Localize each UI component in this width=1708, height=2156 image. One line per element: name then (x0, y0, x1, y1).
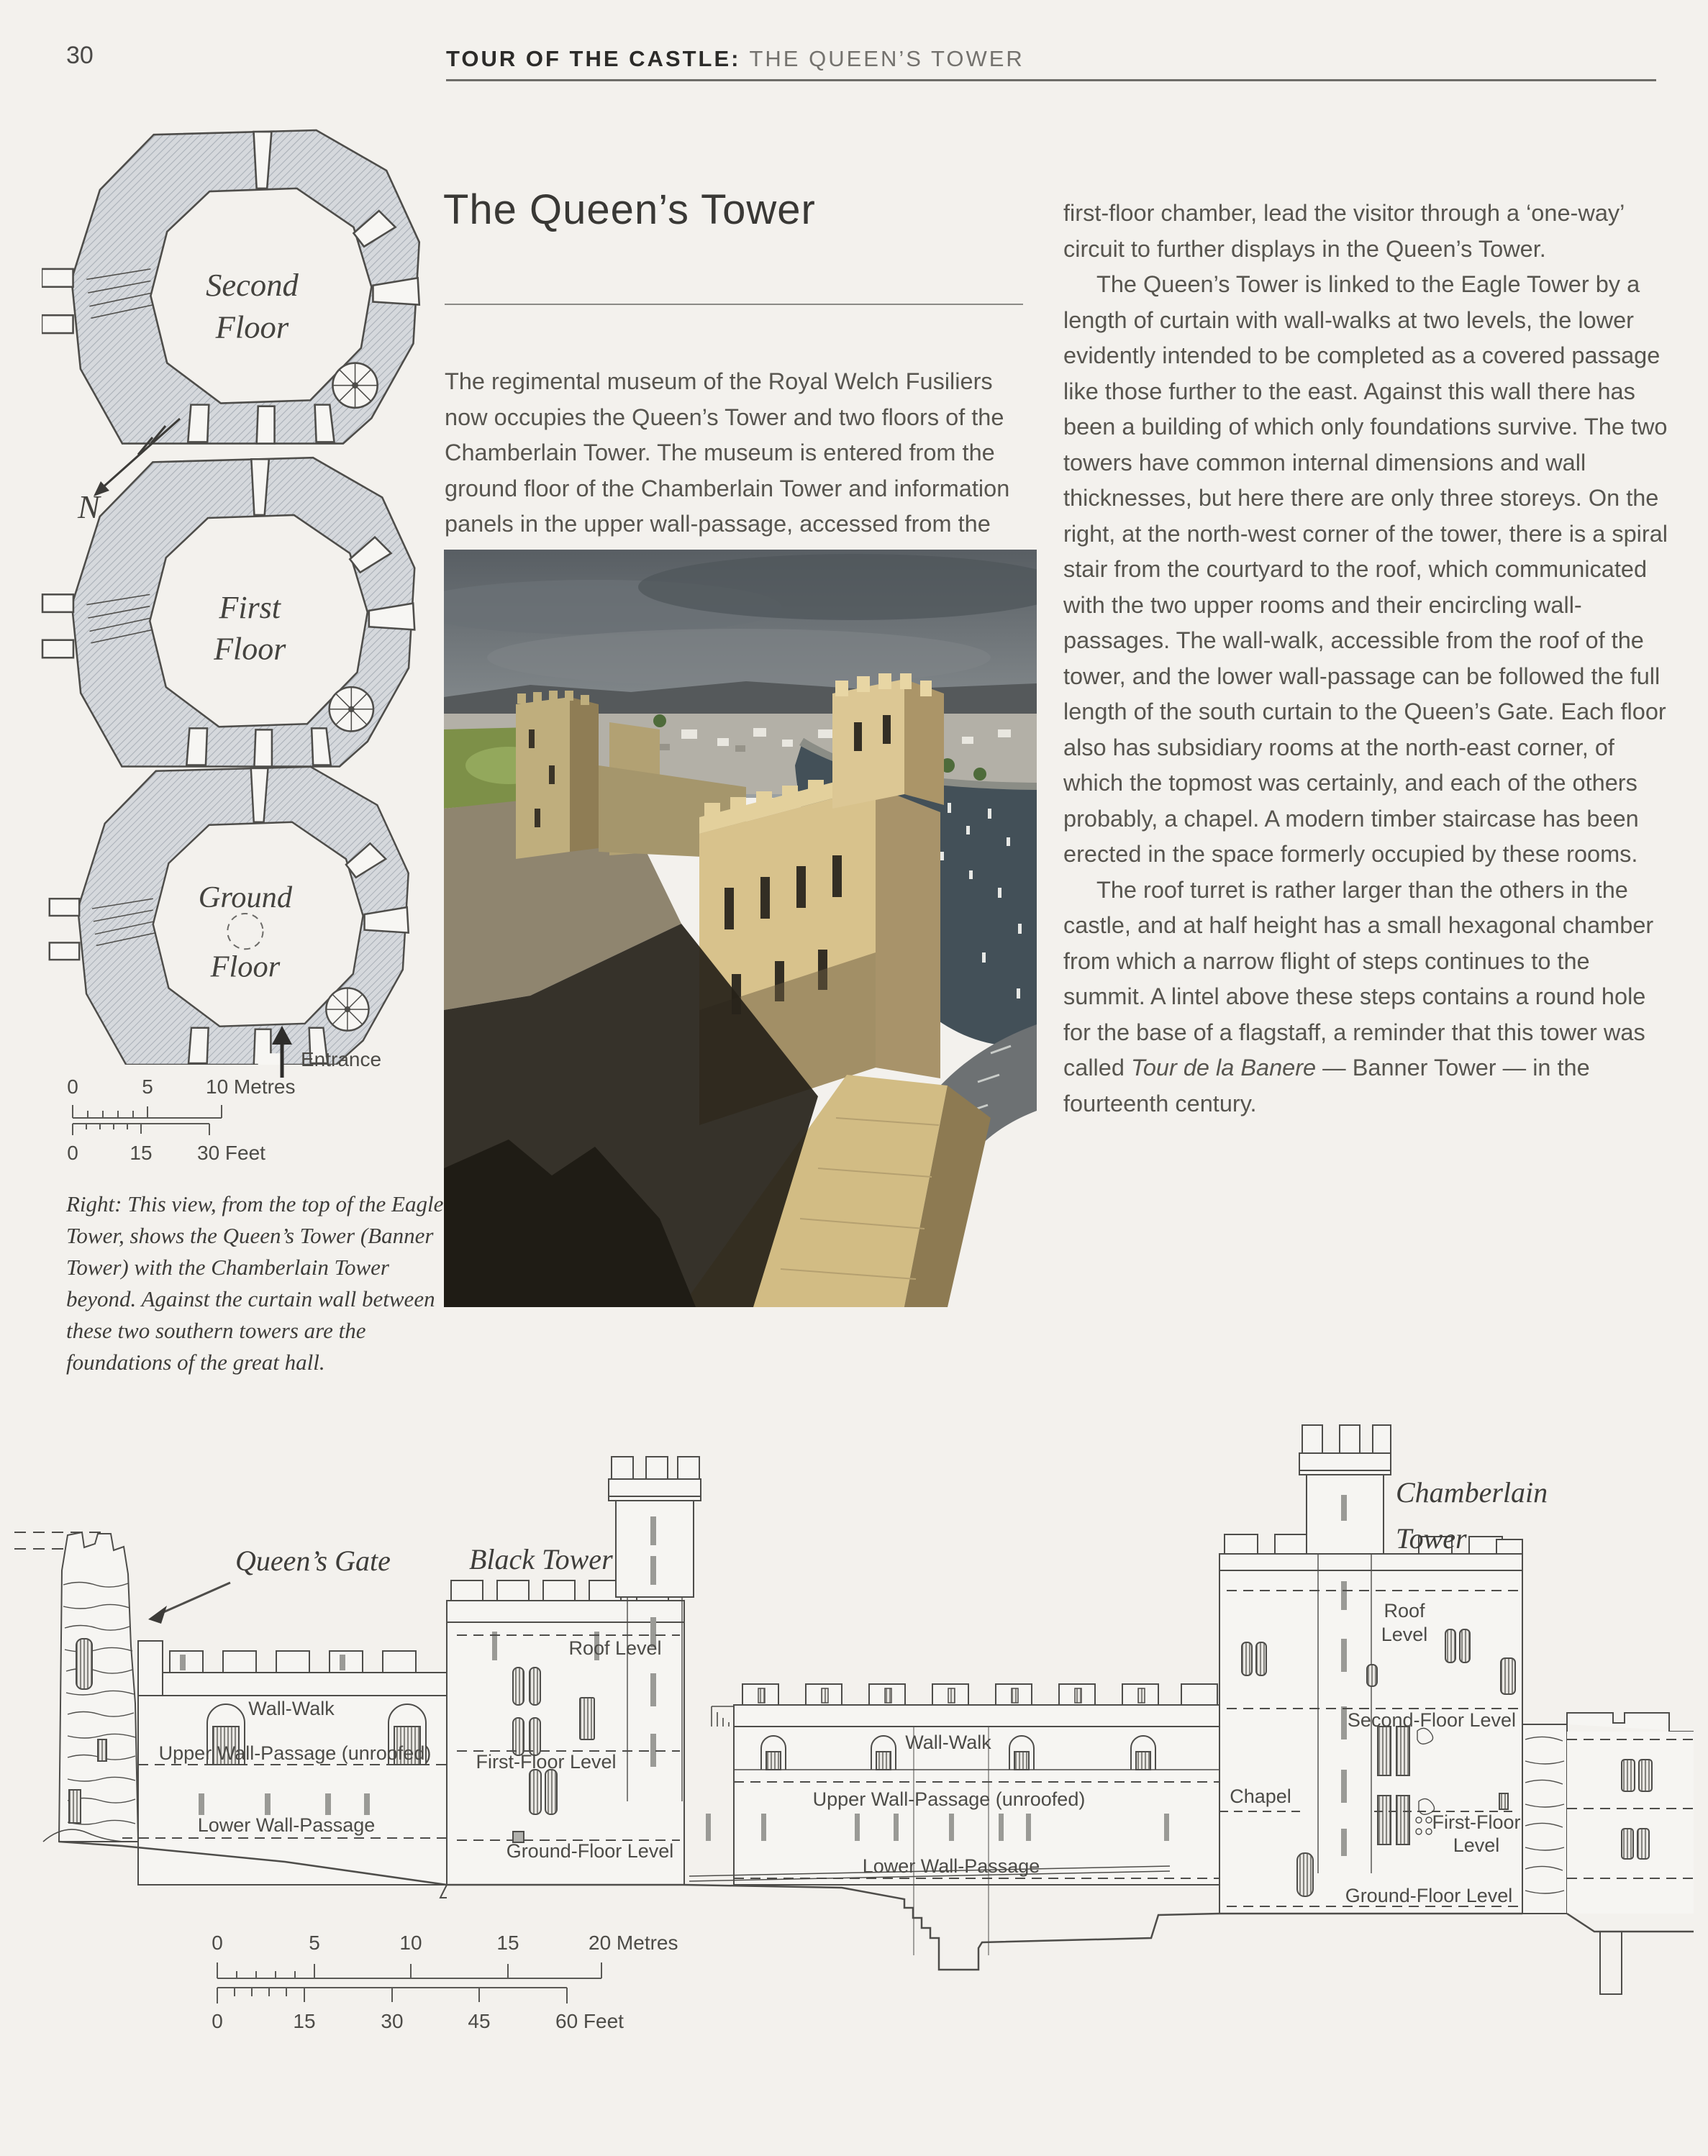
elev-scale-m20: 20 Metres (589, 1932, 678, 1954)
col2-paragraph-1: first-floor chamber, lead the visitor through a ‘one-way’ circuit to further displays in the Queen’s Tower. (1063, 200, 1625, 262)
elev-scale-f15: 15 (293, 2010, 316, 2032)
cham-first-floor-label-1: First-Floor (1432, 1811, 1521, 1833)
black-roof-level-label: Roof Level (568, 1637, 662, 1659)
mid-lower-passage-label: Lower Wall-Passage (862, 1855, 1040, 1877)
left-upper-passage-label: Upper Wall-Passage (unroofed) (158, 1742, 432, 1764)
plan-scale-f15: 15 (130, 1142, 153, 1164)
mid-wall-walk-label: Wall-Walk (905, 1732, 991, 1753)
page-number: 30 (66, 42, 94, 69)
entrance-label: Entrance (301, 1048, 382, 1070)
ground-floor-well (227, 914, 263, 949)
cham-first-floor-label-2: Level (1453, 1834, 1500, 1856)
elev-scale-f0: 0 (212, 2010, 223, 2032)
elev-scale-f60: 60 Feet (555, 2010, 624, 2032)
elevation-scale-bars (217, 1962, 601, 2003)
ground-floor-plan (40, 760, 442, 1065)
left-wall-walk-label: Wall-Walk (248, 1698, 335, 1719)
cham-ground-floor-label: Ground-Floor Level (1345, 1885, 1513, 1906)
plan-scale-bars (56, 1073, 365, 1174)
plan-scale-m0: 0 (67, 1075, 78, 1098)
first-floor-label-2: Floor (214, 631, 286, 667)
plan-scale-m5: 5 (142, 1075, 153, 1098)
cham-second-floor-label: Second-Floor Level (1347, 1709, 1517, 1731)
plan-scale-m10: 10 Metres (206, 1075, 296, 1098)
article-title: The Queen’s Tower (443, 186, 816, 233)
left-lower-passage-label: Lower Wall-Passage (197, 1814, 376, 1836)
castle-photo (444, 550, 1037, 1307)
elev-scale-f45: 45 (468, 2010, 491, 2032)
cham-roof-label-1: Roof (1384, 1600, 1425, 1621)
elev-scale-m0: 0 (212, 1932, 223, 1954)
north-label: N (78, 488, 100, 522)
chamberlain-label-2: Tower (1396, 1522, 1467, 1555)
elev-scale-m10: 10 (399, 1932, 422, 1954)
article-intro: The regimental museum of the Royal Welch Fusiliers now occupies the Queen’s Tower and two floors of the Chamberlain Tower. The museum is entered from the ground floor of the Chamberlain Tower and information panels in the upper wall-passage, accessed from the (445, 368, 1010, 537)
running-header (446, 46, 1025, 72)
plan-scale-f0: 0 (67, 1142, 78, 1164)
second-floor-label-1: Second (206, 267, 299, 304)
chamberlain-label-1: Chamberlain (1396, 1476, 1548, 1509)
chapel-label: Chapel (1230, 1786, 1291, 1807)
running-header-bold: TOUR OF THE CASTLE: (446, 46, 741, 71)
queens-gate-label: Queen’s Gate (235, 1545, 391, 1577)
black-ground-floor-label: Ground-Floor Level (506, 1840, 674, 1862)
first-floor-plan (36, 450, 446, 783)
col2-paragraph-3: The roof turret is rather larger than the others in the castle, and at half height has a small hexagonal chamber from which a narrow flight of steps continues to the summit. A lintel above these steps contains a round hole for the base of a flagstaff, a reminder that this tower was called Tour de la Banere — Banner Tower — in the fourteenth century. (1063, 876, 1654, 1116)
elev-scale-f30: 30 (381, 2010, 404, 2032)
plan-scale-f30: 30 Feet (197, 1142, 265, 1164)
tour-de-la-banere: Tour de la Banere (1130, 1055, 1317, 1081)
title-rule (445, 304, 1023, 305)
second-floor-label-2: Floor (215, 309, 289, 345)
article-column-2 (1063, 196, 1671, 1122)
col2-paragraph-2: The Queen’s Tower is linked to the Eagle Tower by a length of curtain with wall-walks at two levels, the lower evidently intended to be completed as a covered passage like those further to the east. Against this wall there has been a building of which only foundations survive. The two towers have common internal dimensions and wall thicknesses, but here there are only three storeys. On the right, at the north-west corner of the tower, there is a spiral stair from the courtyard to the roof, which communicated with the two upper rooms and their encircling wall-passages. The wall-walk, accessible from the roof of the tower, and the lower wall-passage can be followed the full length of the south curtain to the Queen’s Gate. Each floor also has subsidiary rooms at the north-east corner, of which the topmost was certainly, and each of the others probably, a chapel. A modern timber staircase has been erected in the space formerly occupied by these rooms. (1063, 271, 1668, 867)
running-header-light: THE QUEEN’S TOWER (749, 46, 1025, 71)
mid-upper-passage-label: Upper Wall-Passage (unroofed) (812, 1788, 1086, 1810)
cham-roof-label-2: Level (1381, 1624, 1428, 1645)
elev-scale-m5: 5 (309, 1932, 320, 1954)
header-rule (446, 79, 1656, 81)
ground-floor-label-1: Ground (198, 881, 293, 915)
photo-caption: Right: This view, from the top of the Eagle Tower, shows the Queen’s Tower (Banner Tower) with the Chamberlain Tower beyond. Against the curtain wall between these two southern towers are the foundations of the great hall. (66, 1191, 444, 1375)
elev-scale-m15: 15 (496, 1932, 519, 1954)
castle-elevation-drawing (14, 1401, 1694, 2078)
ground-floor-label-2: Floor (210, 950, 281, 984)
black-tower-label: Black Tower (469, 1543, 613, 1575)
black-first-floor-label: First-Floor Level (476, 1751, 617, 1773)
first-floor-label-1: First (219, 590, 281, 626)
